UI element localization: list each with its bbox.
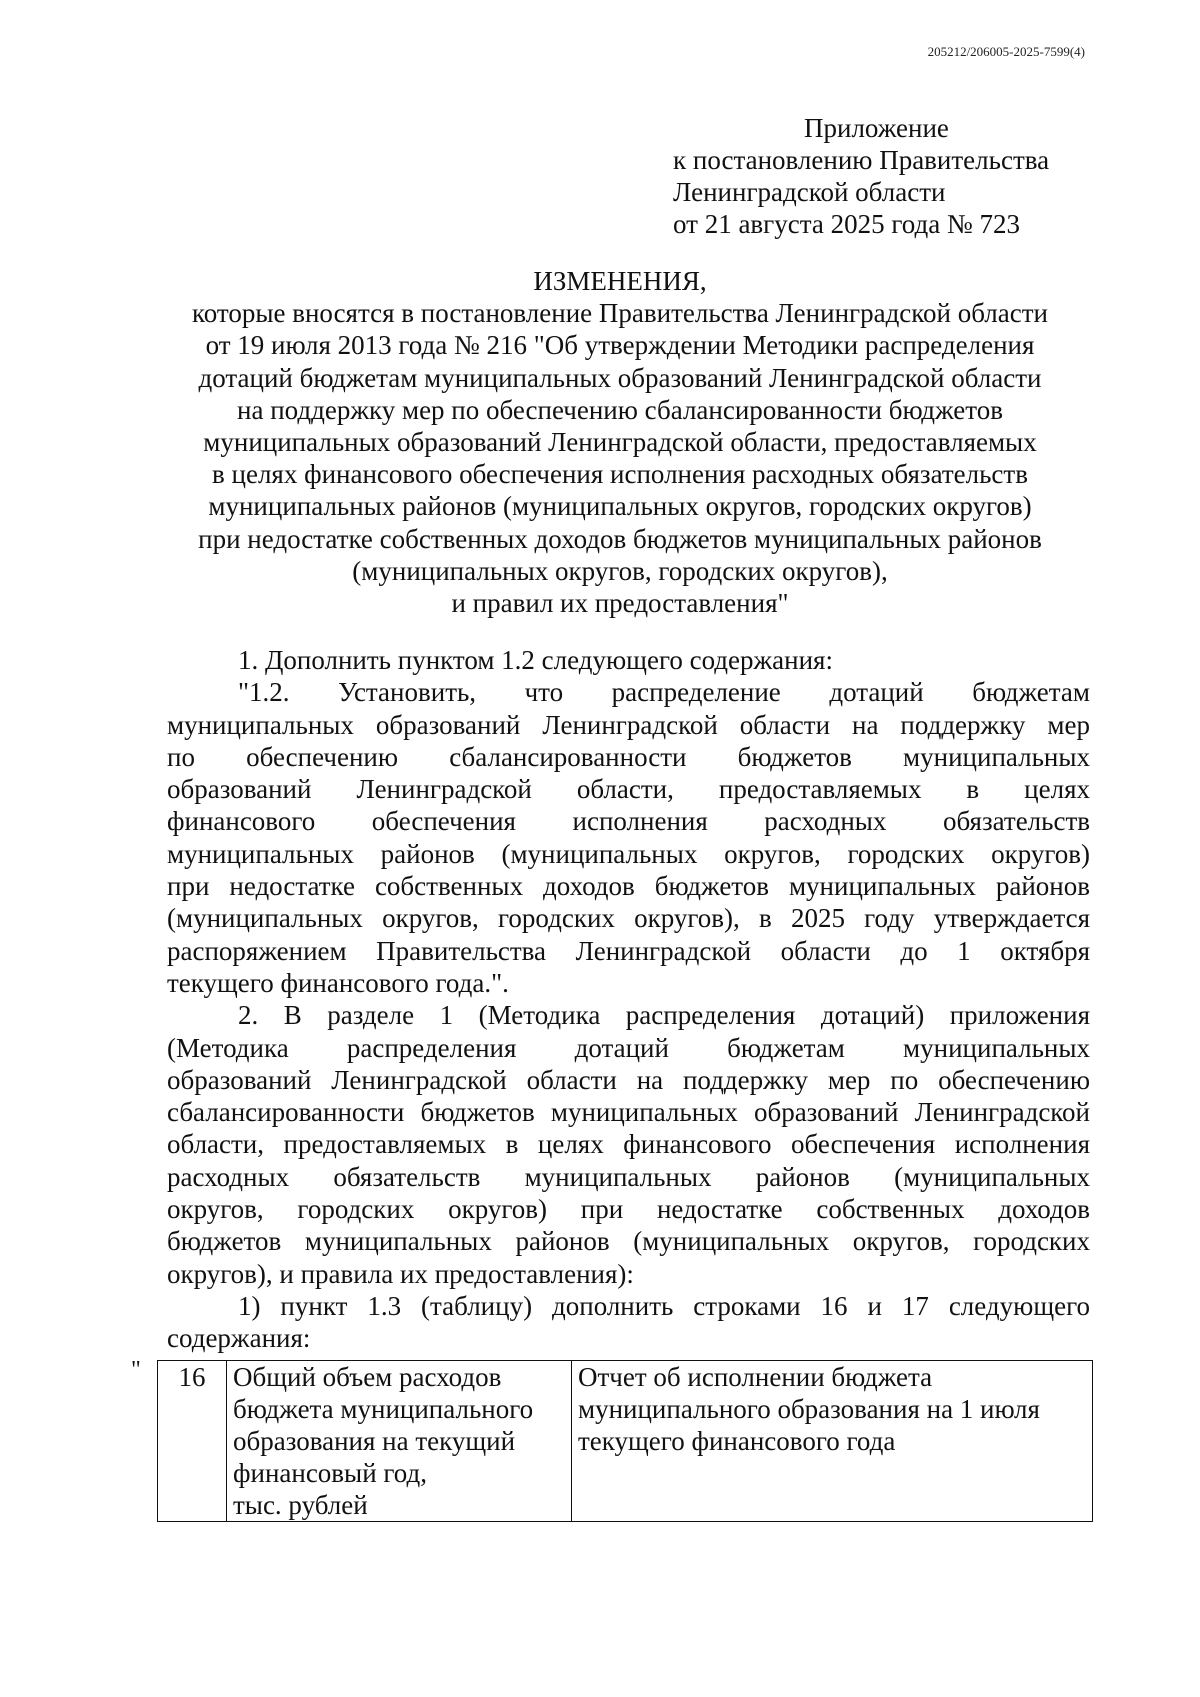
appendix-line: от 21 августа 2025 года № 723: [673, 209, 1020, 239]
paragraph-line: "1.2. Установить, что распределение дотаций бюджетам: [238, 677, 1090, 708]
title-heading: ИЗМЕНЕНИЯ,: [533, 266, 707, 296]
row-number: 16: [178, 1362, 206, 1392]
paragraph-line: распоряжением Правительства Ленинградской области до 1 октября: [167, 935, 1090, 966]
paragraph-line: 1. Дополнить пунктом 1.2 следующего содержания:: [238, 645, 833, 675]
paragraph-line: текущего финансового года.".: [167, 967, 509, 998]
data-source-line: текущего финансового года: [578, 1426, 896, 1456]
data-source-line: муниципального образования на 1 июля: [578, 1394, 1040, 1424]
appendix-line: Приложение: [804, 113, 949, 143]
appendix-block: [673, 112, 1049, 240]
paragraph-line: при недостатке собственных доходов бюджетов муниципальных районов: [167, 871, 1090, 902]
title-line: при недостатке собственных доходов бюджетов муниципальных районов: [198, 523, 1042, 554]
indicator-name-line: тыс. рублей: [233, 1490, 368, 1520]
paragraph-line: 1) пункт 1.3 (таблицу) дополнить строками 16 и 17 следующего: [238, 1290, 1090, 1321]
title-line: (муниципальных округов, городских округов),: [352, 555, 888, 586]
indicator-name-line: бюджета муниципального: [233, 1394, 534, 1424]
paragraph-line: бюджетов муниципальных районов (муниципальных округов, городских: [167, 1226, 1090, 1257]
title-line: и правил их предоставления": [451, 588, 789, 619]
paragraph-line: (Методика распределения дотаций бюджетам муниципальных: [167, 1032, 1090, 1063]
data-source-cell: [572, 1361, 1093, 1522]
indicator-name-line: Общий объем расходов: [233, 1362, 502, 1392]
indicator-name-line: образования на текущий: [233, 1426, 516, 1456]
appendix-line: к постановлению Правительства: [673, 145, 1050, 175]
document-title: [140, 265, 1100, 619]
row-number-cell: [158, 1361, 227, 1522]
paragraph-line: образований Ленинградской области на поддержку мер по обеспечению: [167, 1064, 1090, 1095]
paragraph-line: 2. В разделе 1 (Методика распределения дотаций) приложения: [238, 1000, 1090, 1031]
paragraph-line: по обеспечению сбалансированности бюджетов муниципальных: [167, 741, 1090, 772]
paragraph-line: финансового обеспечения исполнения расходных обязательств: [167, 806, 1090, 837]
paragraph-line: образований Ленинградской области, предоставляемых в целях: [167, 774, 1090, 805]
title-line: от 19 июля 2013 года № 216 "Об утверждении Методики распределения: [205, 330, 1035, 361]
paragraph-line: муниципальных образований Ленинградской области на поддержку мер: [167, 709, 1090, 740]
document-id: 205212/206005-2025-7599(4): [927, 44, 1085, 59]
paragraph-line: сбалансированности бюджетов муниципальных образований Ленинградской: [167, 1097, 1090, 1128]
title-line: в целях финансового обеспечения исполнения расходных обязательств: [212, 459, 1028, 490]
amendment-table: [157, 1360, 1093, 1522]
indicator-name-cell: [227, 1361, 572, 1522]
paragraph-line: округов, городских округов) при недостатке собственных доходов: [167, 1194, 1090, 1225]
paragraph-line: муниципальных районов (муниципальных округов, городских округов): [167, 838, 1090, 869]
data-source-line: Отчет об исполнении бюджета: [578, 1362, 933, 1392]
title-line: дотаций бюджетам муниципальных образований Ленинградской области: [198, 362, 1042, 393]
paragraph-line: содержания:: [167, 1323, 311, 1354]
paragraph-line: области, предоставляемых в целях финансового обеспечения исполнения: [167, 1129, 1090, 1160]
table-open-quote: ": [131, 1357, 141, 1383]
indicator-name-line: финансовый год,: [233, 1458, 428, 1488]
title-line: на поддержку мер по обеспечению сбалансированности бюджетов: [237, 394, 1003, 425]
table-row: [158, 1361, 1093, 1522]
paragraph-line: округов), и правила их предоставления):: [167, 1258, 634, 1289]
title-line: которые вносятся в постановление Правительства Ленинградской области: [191, 298, 1048, 329]
paragraph-line: расходных обязательств муниципальных районов (муниципальных: [167, 1161, 1090, 1192]
title-line: муниципальных районов (муниципальных округов, городских округов): [208, 491, 1032, 522]
appendix-line: Ленинградской области: [673, 177, 946, 207]
document-body: [167, 644, 1090, 1355]
title-line: муниципальных образований Ленинградской области, предоставляемых: [203, 427, 1037, 458]
paragraph-line: (муниципальных округов, городских округов), в 2025 году утверждается: [167, 903, 1090, 934]
